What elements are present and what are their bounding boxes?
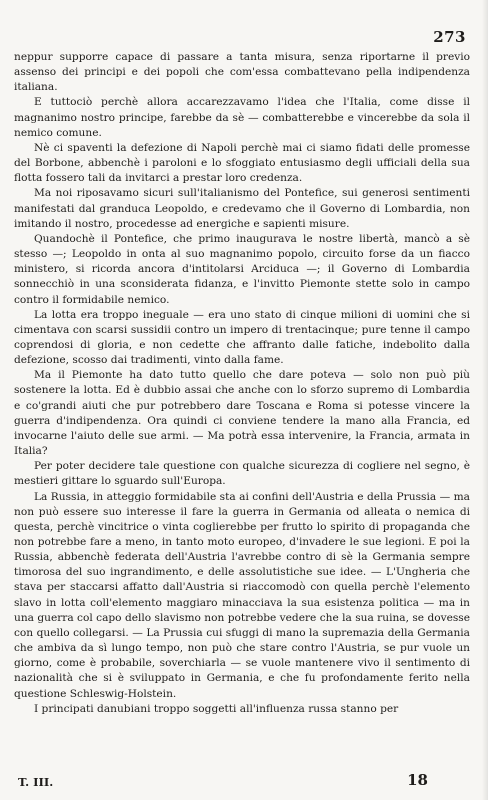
- body-text: [14, 50, 470, 717]
- paragraph: Quandochè il Pontefice, che primo inaugurava le nostre libertà, mancò a sè stesso —; Leopoldo in onta al suo magnanimo popolo, circuito forse da un fiacco ministero, si ricorda ancora d'intitolarsi Arciduca —; il Governo di Lombardia sonnecchiò in una sconsiderata fidanza, e l'invitto Piemonte stette solo in campo contro il formidabile nemico.: [14, 232, 470, 306]
- paragraph: Ma il Piemonte ha dato tutto quello che dare poteva — solo non può più sostenere la lotta. Ed è dubbio assai che anche con lo sforzo supremo di Lombardia e co'grandi aiuti che pur potrebbero dare Toscana e Roma si potesse vincere la guerra d'indipendenza. Ora quindi ci conviene tendere la mano alla Francia, ed invocarne l'aiuto delle sue armi. — Ma potrà essa intervenire, la Francia, armata in Italia?: [14, 369, 470, 458]
- paragraph: Nè ci spaventi la defezione di Napoli perchè mai ci siamo fidati delle promesse del Borbone, abbenchè i paroloni e lo sfoggiato entusiasmo degli ufficiali della sua flotta fossero tali da invitarci a prestar loro credenza.: [14, 141, 470, 185]
- paragraph: Per poter decidere tale questione con qualche sicurezza di cogliere nel segno, è mestieri gittare lo sguardo sull'Europa.: [14, 460, 470, 488]
- page-edge-shadow: [482, 0, 488, 800]
- paragraph: La lotta era troppo ineguale — era uno stato di cinque milioni di uomini che si cimentava con scarsi sussidii contro un impero di trentacinque; pure tenne il campo coprendosi di gloria, e non cedette che affranto dalle fatiche, indebolito dalla defezione, scosso dai tradimenti, vinto dalla fame.: [14, 308, 470, 367]
- paragraph: neppur supporre capace di passare a tanta misura, senza riportarne il previo assenso dei principi e dei popoli che com'essa combattevano pella indipendenza italiana.: [14, 51, 470, 94]
- paragraph: E tuttociò perchè allora accarezzavamo l'idea che l'Italia, come disse il magnanimo nostro principe, farebbe da sè — combatterebbe e vincerebbe da sola il nemico comune.: [14, 96, 470, 139]
- signature-mark: T. III.: [18, 775, 54, 789]
- paragraph: Ma noi riposavamo sicuri sull'italianismo del Pontefice, sui generosi sentimenti manifestati dal granduca Leopoldo, e credevamo che il Governo di Lombardia, non imitando il nostro, procedesse ad energiche e sapienti misure.: [14, 187, 470, 230]
- page-number: 273: [433, 28, 466, 46]
- sheet-number: 18: [407, 771, 428, 789]
- paragraph: La Russia, in atteggio formidabile sta ai confini dell'Austria e della Prussia — ma non può essere suo interesse il fare la guerra in Germania od alleata o nemica di questa, perchè vincitrice o vinta coglierebbe per frutto lo spirito di propaganda che non potrebbe fare a meno, in tanto moto europeo, d'invadere le sue legioni. E poi la Russia, abbenchè federata dell'Austria l'avrebbe contro di sè la Germania sempre timorosa del suo ingrandimento, e delle assolutistiche sue idee. — L'Ungheria che stava per staccarsi affatto dall'Austria si riaccomodò con quella perchè l'elemento slavo in lotta coll'elemento maggiaro minacciava la sua esistenza politica — ma in una guerra col capo dello slavismo non potrebbe vedere che la sua ruina, se dovesse con quello collegarsi. — La Prussia cui sfuggi di mano la supremazia della Germania che ambiva da sì lungo tempo, non può che stare contro l'Austria, se pur vuole un giorno, come è probabile, soverchiarla — se vuole mantenere vivo il sentimento di nazionalità che si è sviluppato in Germania, e che fu profondamente ferito nella questione Schleswig-Holstein.: [14, 490, 470, 700]
- paragraph: I principati danubiani troppo soggetti all'influenza russa stanno per: [34, 702, 399, 715]
